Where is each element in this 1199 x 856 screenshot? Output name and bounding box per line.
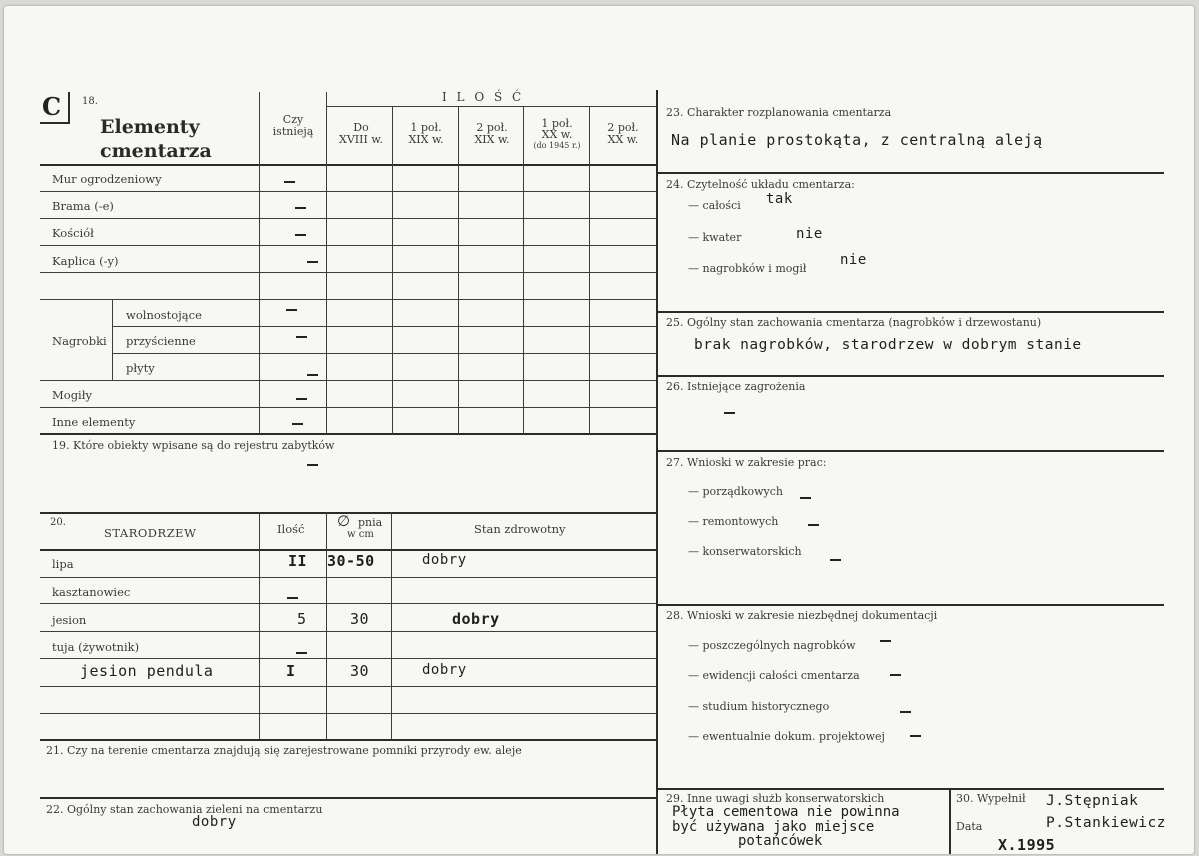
s27-label: 27. Wnioski w zakresie prac: [666,456,827,469]
s24-nagrobkow: — nagrobków i mogił [688,262,807,275]
row-kosciol: Kościół [52,226,94,240]
dash-mark [307,261,318,263]
s22-label: 22. Ogólny stan zachowania zieleni na cmentarzu [46,803,323,816]
col-1pol-xx [525,118,589,151]
tree-condition: dobry [422,552,467,568]
rule [40,549,656,551]
s29-line1: Płyta cementowa nie powinna [672,804,900,820]
rule [40,433,656,435]
rule [40,407,656,408]
rule [112,299,113,380]
rule [40,797,656,799]
dash-mark [307,464,318,466]
rule [458,106,459,434]
s25-value: brak nagrobków, starodrzew w dobrym stanie [694,337,1082,353]
rule [112,353,656,354]
dash-mark [284,181,295,183]
dash-mark [900,711,911,713]
s20-title: STARODRZEW [104,526,197,540]
rule [40,577,656,578]
dash-mark [286,309,297,311]
rule [391,512,392,740]
tree-ilosc: 5 [297,610,307,628]
rule [40,603,656,604]
col-d-line1: 1 poł. [541,117,573,130]
rule [656,450,1164,452]
tree-condition: dobry [422,662,467,678]
row-wolnostojace: wolnostojące [126,308,202,322]
s21-label: 21. Czy na terenie cmentarza znajdują się zarejestrowane pomniki przyrody ew. aleje [46,744,522,757]
s24-label: 24. Czytelność układu cmentarza: [666,178,855,191]
tree-condition: dobry [452,610,500,628]
tree-name: kasztanowiec [52,585,131,599]
rule [589,106,590,434]
row-plyty: płyty [126,361,155,375]
rule [40,164,656,166]
czy-line1: Czy [282,113,304,126]
dash-mark [808,524,819,526]
row-nagrobki: Nagrobki [52,334,107,348]
s19-label: 19. Które obiekty wpisane są do rejestru zabytków [52,439,335,452]
s23-value: Na planie prostokąta, z centralną aleją [671,131,1043,149]
rule [656,375,1164,377]
dash-mark [890,674,901,676]
col-2pol-xx [590,122,656,146]
s24-calosci: — całości [688,199,741,212]
tree-diameter: 30 [350,610,370,628]
tree-name: jesion pendula [80,662,214,680]
s24-calosci-value: tak [766,191,793,207]
dash-mark [296,652,307,654]
dash-mark [296,398,307,400]
rule [40,380,656,381]
col-ilosc-header: I L O Ś Ć [442,90,525,104]
rule [326,92,327,434]
s22-value: dobry [192,814,237,830]
rule [326,106,656,107]
s29-line3: potańcówek [738,833,823,849]
rule [40,631,656,632]
tree-diameter: 30 [350,662,370,680]
diameter-icon: ∅ [337,512,351,530]
col-czy-istnieja [260,114,326,138]
row-kaplica: Kaplica (-y) [52,254,119,268]
s20-number: 20. [50,517,66,528]
col-do-xviii [329,122,393,146]
s27-remontowych: — remontowych [688,515,779,528]
col-c-line1: 2 poł. [476,121,508,134]
czy-line2: istnieją [272,125,314,138]
rule [40,713,656,714]
dash-mark [296,336,307,338]
rule [259,92,260,434]
s28-label: 28. Wnioski w zakresie niezbędnej dokumentacji [666,609,938,622]
col-e-line2: XX w. [607,133,639,146]
tree-name: jesion [52,613,87,627]
s23-label: 23. Charakter rozplanowania cmentarza [666,106,892,119]
s25-label: 25. Ogólny stan zachowania cmentarza (nagrobków i drzewostanu) [666,316,1042,329]
row-brama: Brama (-e) [52,199,114,213]
s30-data-label: Data [956,820,983,833]
dash-mark [295,234,306,236]
col-e-line1: 2 poł. [607,121,639,134]
section-number: 18. [82,96,98,107]
tree-name: lipa [52,557,74,571]
inventory-card [4,6,1194,854]
row-inne: Inne elementy [52,415,136,429]
s30-label: 30. Wypełnił [956,792,1026,805]
col-2pol-xix [460,122,524,146]
rule [656,311,1164,313]
dash-mark [800,497,811,499]
rule [40,218,656,219]
tree-ilosc: I [286,662,296,680]
rule [40,299,656,300]
s24-kwater: — kwater [688,231,742,244]
s28-ewidencji: — ewidencji całości cmentarza [688,669,860,682]
row-przyscienne: przyścienne [126,334,196,348]
s28-studium: — studium historycznego [688,700,830,713]
row-mogily: Mogiły [52,388,92,402]
section-title-line2: cmentarza [100,140,212,162]
rule [112,326,656,327]
rule [656,172,1164,174]
s24-nagrobkow-value: nie [840,252,867,268]
rule [392,106,393,434]
dash-mark [287,597,298,599]
col-d-line2: XX w. [541,128,573,141]
dash-mark [910,735,921,737]
col-b-line1: 1 poł. [410,121,442,134]
rule [40,686,656,687]
section-title-line1: Elementy [100,116,200,138]
s29-label: 29. Inne uwagi służb konserwatorskich [666,792,885,805]
s20-stan: Stan zdrowotny [474,522,566,536]
col-d-line3: (do 1945 r.) [533,141,581,150]
rule [40,739,656,741]
rule [656,788,1164,790]
rule [949,788,951,854]
dash-mark [830,559,841,561]
col-1pol-xix [394,122,458,146]
dash-mark [880,640,891,642]
s27-porzadkowych: — porządkowych [688,485,783,498]
s28-nagrobkow: — poszczególnych nagrobków [688,639,856,652]
dash-mark [307,374,318,376]
rule [523,106,524,434]
dash-mark [295,207,306,209]
s30-name1: J.Stępniak [1046,793,1139,809]
rule [40,272,656,273]
rule [40,191,656,192]
tree-ilosc: II [288,552,308,570]
row-mur: Mur ogrodzeniowy [52,172,162,186]
dash-mark [292,423,303,425]
rule [40,245,656,246]
s24-kwater-value: nie [796,226,823,242]
rule [259,512,260,740]
section-letter: C [42,92,62,121]
s20-ilosc: Ilość [277,522,305,536]
tree-diameter: 30-50 [327,552,375,570]
s30-date: X.1995 [998,836,1056,854]
rule [656,604,1164,606]
rule [326,512,327,740]
col-b-line2: XIX w. [408,133,444,146]
tree-name: tuja (żywotnik) [52,640,140,654]
col-a-line1: Do [353,121,369,134]
s26-label: 26. Istniejące zagrożenia [666,380,806,393]
page-divider [656,90,658,854]
dash-mark [724,412,735,414]
col-a-line2: XVIII w. [339,133,383,146]
col-c-line2: XIX w. [474,133,510,146]
s28-projektowej: — ewentualnie dokum. projektowej [688,730,885,743]
s29-line2: być używana jako miejsce [672,819,875,835]
s20-pnia: pnia [358,516,383,529]
rule [40,658,656,659]
s20-wcm: w cm [347,529,374,540]
s27-konserwatorskich: — konserwatorskich [688,545,802,558]
s30-name2: P.Stankiewicz [1046,815,1166,831]
